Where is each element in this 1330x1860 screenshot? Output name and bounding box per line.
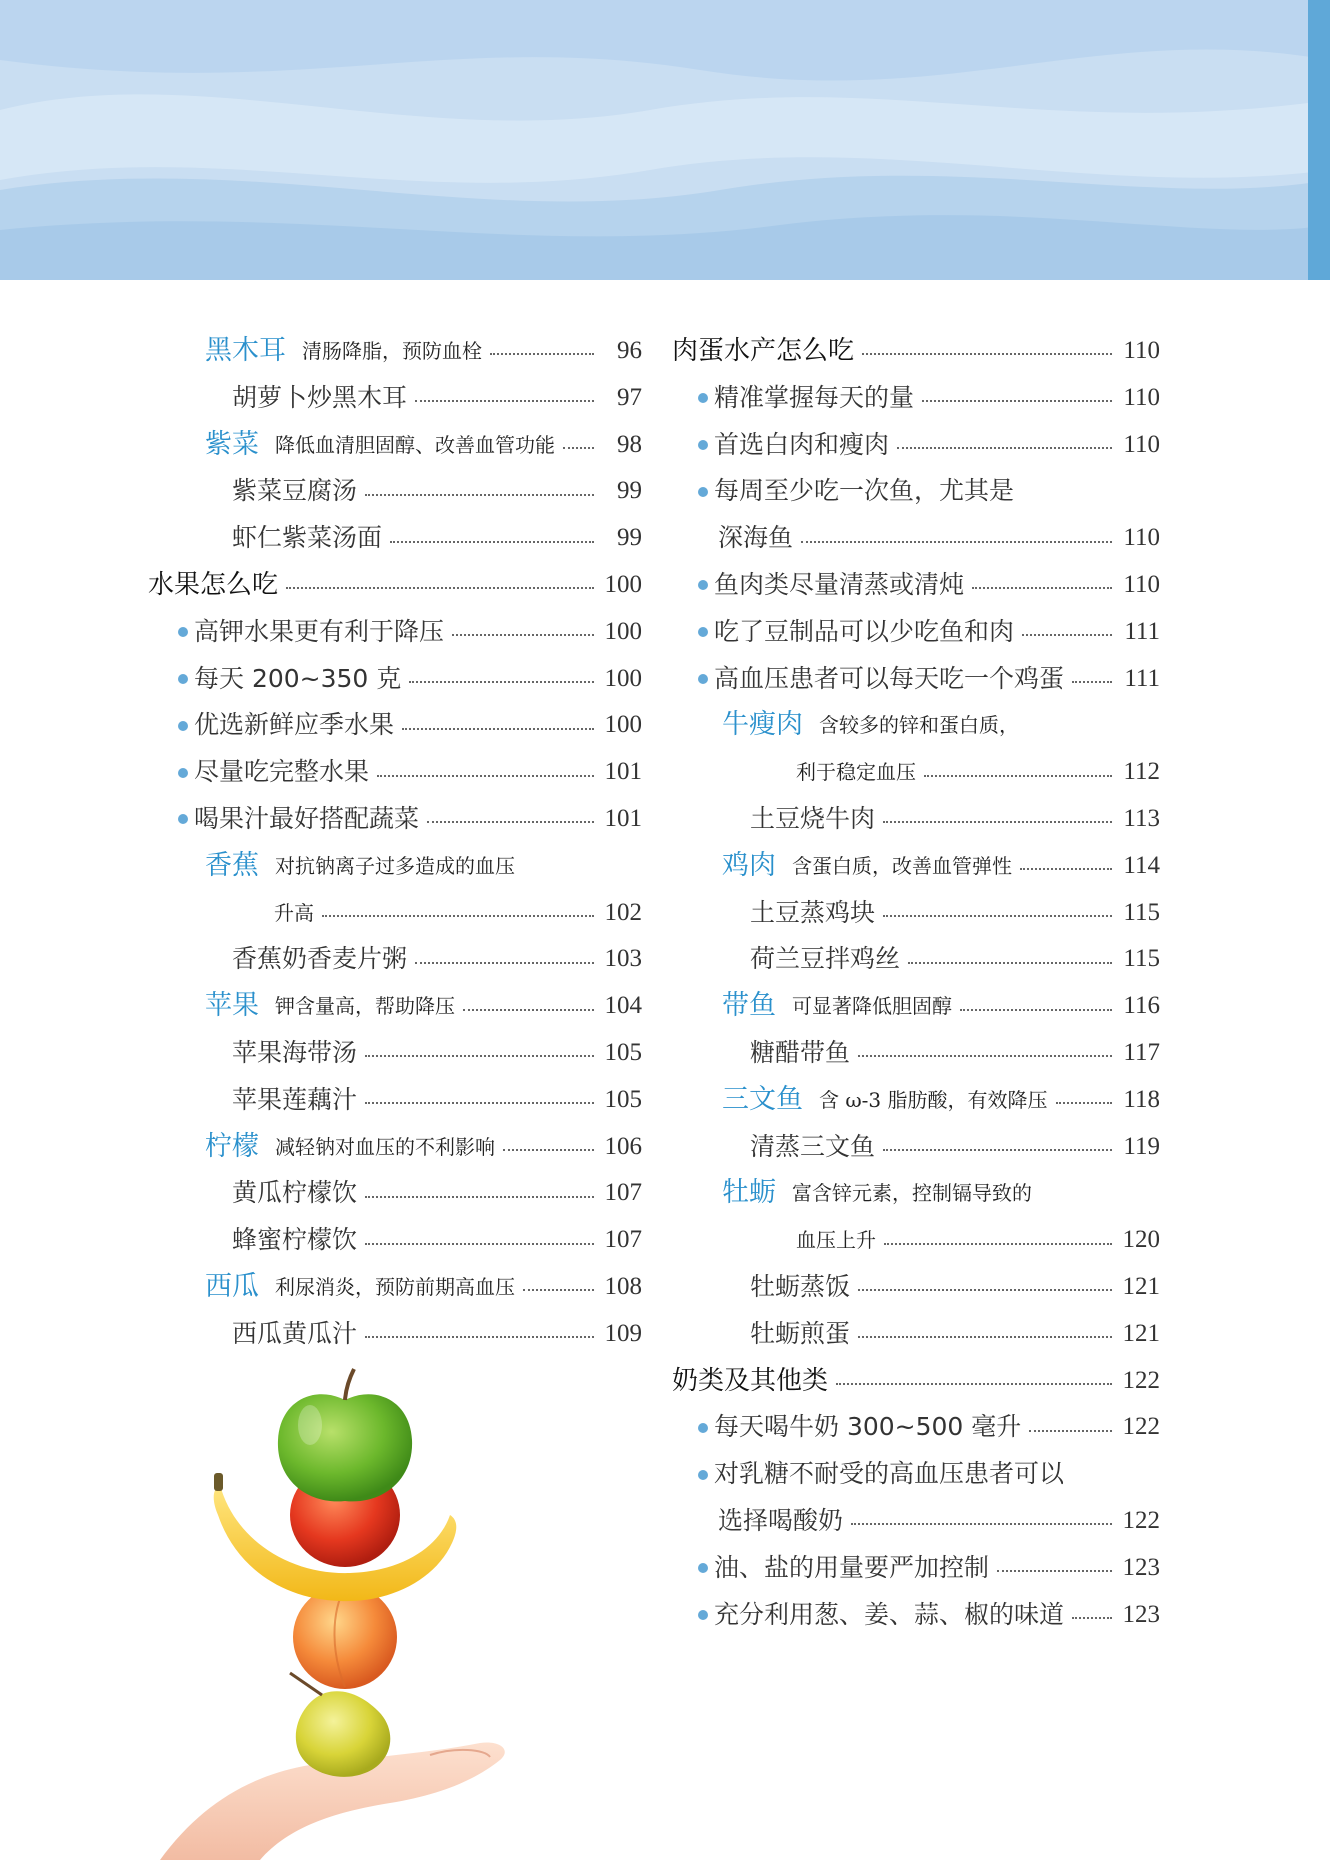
dot-leader: [851, 1523, 1112, 1525]
page-number: 99: [617, 524, 642, 552]
toc-entry[interactable]: [148, 936, 642, 983]
toc-entry[interactable]: [672, 1592, 1160, 1639]
bullet-dot-icon: [698, 627, 708, 637]
dot-leader: [858, 1289, 1112, 1291]
dot-leader: [924, 775, 1112, 777]
toc-entry[interactable]: [148, 562, 642, 609]
toc-entry[interactable]: [672, 375, 1160, 422]
bullet-dot-icon: [698, 1563, 708, 1573]
toc-entry[interactable]: [672, 983, 1160, 1030]
page-number: 111: [1124, 617, 1160, 645]
toc-entry[interactable]: [148, 609, 642, 656]
toc-entry[interactable]: [148, 422, 642, 469]
toc-right-column: [672, 328, 1160, 1638]
toc-entry[interactable]: [148, 1217, 642, 1264]
recipe-title: 紫菜豆腐汤: [232, 476, 358, 506]
toc-entry[interactable]: [672, 749, 1160, 796]
food-name: 柠檬: [205, 1130, 259, 1162]
page-number: 123: [1122, 1553, 1160, 1581]
toc-entry[interactable]: [672, 702, 1160, 749]
tip-text: 对乳糖不耐受的高血压患者可以: [714, 1459, 1065, 1489]
tip-text: 尽量吃完整水果: [194, 757, 370, 787]
toc-entry[interactable]: [672, 1124, 1160, 1171]
recipe-title: 土豆蒸鸡块: [750, 897, 876, 927]
page-number: 108: [604, 1272, 642, 1300]
page-number: 110: [1123, 383, 1160, 411]
page-number: 96: [617, 337, 642, 364]
recipe-title: 黄瓜柠檬饮: [232, 1178, 358, 1208]
recipe-title: 土豆烧牛肉: [750, 803, 876, 833]
page-number: 107: [604, 1179, 642, 1207]
toc-entry[interactable]: [148, 656, 642, 703]
page-number: 121: [1122, 1319, 1160, 1347]
food-name: 西瓜: [205, 1270, 259, 1302]
edge-strip: [1308, 0, 1330, 280]
recipe-title: 西瓜黄瓜汁: [232, 1318, 358, 1348]
food-benefit: 血压上升: [796, 1228, 876, 1253]
section-title: 奶类及其他类: [672, 1365, 829, 1396]
dot-leader: [563, 447, 594, 449]
toc-entry[interactable]: [672, 515, 1160, 562]
dot-leader: [415, 400, 594, 402]
food-benefit: 利于稳定血压: [796, 760, 916, 785]
recipe-title: 胡萝卜炒黑木耳: [232, 382, 408, 412]
tip-text: 油、盐的用量要严加控制: [714, 1552, 990, 1582]
toc-entry[interactable]: [148, 1170, 642, 1217]
page-number: 100: [604, 570, 642, 598]
recipe-title: 虾仁紫菜汤面: [232, 523, 383, 553]
bullet-dot-icon: [698, 393, 708, 403]
page-number: 114: [1123, 851, 1160, 879]
tip-text: 高血压患者可以每天吃一个鸡蛋: [714, 663, 1065, 693]
food-name: 紫菜: [205, 428, 259, 460]
page-number: 100: [604, 711, 642, 739]
food-name: 带鱼: [722, 990, 776, 1022]
dot-leader: [862, 353, 1112, 355]
dot-leader: [883, 915, 1112, 917]
toc-entry[interactable]: [672, 562, 1160, 609]
bullet-dot-icon: [178, 814, 188, 824]
food-benefit: 减轻钠对血压的不利影响: [275, 1134, 495, 1159]
toc-entry[interactable]: [672, 1358, 1160, 1405]
food-name: 香蕉: [205, 849, 259, 881]
toc-entry[interactable]: [672, 656, 1160, 703]
toc-entry[interactable]: [148, 796, 642, 843]
toc-entry[interactable]: [672, 1451, 1160, 1498]
dot-leader: [883, 821, 1112, 823]
toc-entry[interactable]: [148, 328, 642, 375]
page-number: 99: [617, 477, 642, 505]
dot-leader: [1029, 1430, 1112, 1432]
food-benefit: 含 ω-3 脂肪酸，有效降压: [819, 1087, 1048, 1112]
toc-entry[interactable]: [672, 1030, 1160, 1077]
dot-leader: [365, 494, 594, 496]
page-number: 122: [1122, 1366, 1160, 1394]
dot-leader: [972, 587, 1112, 589]
bullet-dot-icon: [698, 1610, 708, 1620]
tip-text: 喝果汁最好搭配蔬菜: [194, 803, 420, 833]
toc-left-column: [148, 328, 642, 1358]
food-name: 牛瘦肉: [722, 709, 803, 741]
dot-leader: [377, 775, 594, 777]
recipe-title: 牡蛎蒸饭: [750, 1271, 851, 1301]
toc-entry[interactable]: [148, 468, 642, 515]
toc-entry[interactable]: [672, 1311, 1160, 1358]
tip-text: 每天喝牛奶 300~500 毫升: [714, 1412, 1022, 1442]
bullet-dot-icon: [698, 487, 708, 497]
toc-entry[interactable]: [672, 936, 1160, 983]
toc-entry[interactable]: [672, 843, 1160, 890]
tip-text: 优选新鲜应季水果: [194, 710, 395, 740]
dot-leader: [390, 541, 594, 543]
dot-leader: [365, 1196, 594, 1198]
page-number: 101: [604, 758, 642, 786]
dot-leader: [801, 541, 1112, 543]
bullet-dot-icon: [178, 627, 188, 637]
toc-entry[interactable]: [148, 1124, 642, 1171]
dot-leader: [858, 1055, 1112, 1057]
page-number: 97: [617, 383, 642, 411]
dot-leader: [1056, 1102, 1112, 1104]
tip-text: 吃了豆制品可以少吃鱼和肉: [714, 616, 1015, 646]
food-benefit: 可显著降低胆固醇: [792, 994, 952, 1019]
page-number: 103: [604, 945, 642, 973]
dot-leader: [908, 962, 1112, 964]
section-title: 水果怎么吃: [148, 569, 279, 600]
toc-entry[interactable]: [672, 1077, 1160, 1124]
dot-leader: [365, 1055, 594, 1057]
food-benefit: 对抗钠离子过多造成的血压: [275, 853, 515, 878]
page-number: 113: [1123, 804, 1160, 832]
toc-entry[interactable]: [672, 422, 1160, 469]
toc-entry[interactable]: [672, 890, 1160, 937]
dot-leader: [884, 1243, 1112, 1245]
toc-entry[interactable]: [672, 1264, 1160, 1311]
bullet-dot-icon: [698, 580, 708, 590]
toc-entry[interactable]: [672, 328, 1160, 375]
food-name: 黑木耳: [205, 335, 286, 366]
food-name: 苹果: [205, 990, 259, 1022]
toc-entry[interactable]: [148, 890, 642, 937]
page-number: 115: [1123, 945, 1160, 973]
bullet-dot-icon: [178, 768, 188, 778]
page-number: 110: [1123, 430, 1160, 458]
bullet-dot-icon: [178, 674, 188, 684]
food-name: 鸡肉: [722, 849, 776, 881]
toc-entry[interactable]: [148, 1077, 642, 1124]
dot-leader: [463, 1009, 594, 1011]
food-benefit: 钾含量高，帮助降压: [275, 994, 455, 1019]
food-benefit: 升高: [274, 900, 314, 925]
dot-leader: [286, 587, 594, 589]
dot-leader: [503, 1149, 594, 1151]
page-number: 122: [1122, 1413, 1160, 1441]
dot-leader: [490, 353, 594, 355]
page-number: 122: [1122, 1506, 1160, 1534]
recipe-title: 糖醋带鱼: [750, 1037, 851, 1067]
food-benefit: 富含锌元素，控制镉导致的: [792, 1181, 1032, 1206]
dot-leader: [452, 634, 594, 636]
food-benefit: 含较多的锌和蛋白质，: [819, 713, 1019, 738]
toc-entry[interactable]: [672, 1498, 1160, 1545]
dot-leader: [897, 447, 1112, 449]
dot-leader: [402, 728, 594, 730]
bullet-dot-icon: [698, 1423, 708, 1433]
recipe-title: 苹果海带汤: [232, 1037, 358, 1067]
page-number: 110: [1123, 570, 1160, 598]
page-number: 109: [604, 1319, 642, 1347]
dot-leader: [922, 400, 1112, 402]
food-benefit: 利尿消炎，预防前期高血压: [275, 1274, 515, 1299]
page-number: 112: [1123, 758, 1160, 786]
recipe-title: 香蕉奶香麦片粥: [232, 944, 408, 974]
toc-entry[interactable]: [148, 1030, 642, 1077]
toc-entry[interactable]: [672, 1404, 1160, 1451]
page-number: 102: [604, 898, 642, 926]
toc-entry[interactable]: [672, 609, 1160, 656]
toc-entry[interactable]: [148, 983, 642, 1030]
page-number: 101: [604, 804, 642, 832]
page-number: 107: [604, 1226, 642, 1254]
toc-entry[interactable]: [148, 1264, 642, 1311]
recipe-title: 牡蛎煎蛋: [750, 1318, 851, 1348]
dot-leader: [365, 1243, 594, 1245]
dot-leader: [365, 1102, 594, 1104]
dot-leader: [365, 1336, 594, 1338]
dot-leader: [1020, 868, 1112, 870]
recipe-title: 荷兰豆拌鸡丝: [750, 944, 901, 974]
bullet-dot-icon: [698, 440, 708, 450]
toc-entry[interactable]: [148, 375, 642, 422]
bullet-dot-icon: [698, 1470, 708, 1480]
tip-text: 高钾水果更有利于降压: [194, 616, 445, 646]
page-number: 116: [1123, 992, 1160, 1020]
toc-entry[interactable]: [672, 1545, 1160, 1592]
dot-leader: [960, 1009, 1112, 1011]
food-name: 牡蛎: [722, 1177, 776, 1209]
page-number: 105: [604, 1085, 642, 1113]
bullet-dot-icon: [178, 721, 188, 731]
tip-text: 充分利用葱、姜、蒜、椒的味道: [714, 1599, 1065, 1629]
tip-text: 每天 200~350 克: [194, 663, 402, 693]
page-number: 105: [604, 1038, 642, 1066]
wave-banner: [0, 0, 1330, 280]
tip-text: 首选白肉和瘦肉: [714, 429, 890, 459]
dot-leader: [409, 681, 594, 683]
page-number: 117: [1123, 1038, 1160, 1066]
page-number: 115: [1123, 898, 1160, 926]
toc-entry[interactable]: [672, 1170, 1160, 1217]
toc-entry[interactable]: [148, 843, 642, 890]
page-number: 106: [604, 1132, 642, 1160]
tip-text: 鱼肉类尽量清蒸或清炖: [714, 569, 965, 599]
toc-entry[interactable]: [148, 1311, 642, 1358]
tip-text: 深海鱼: [718, 523, 794, 553]
bullet-dot-icon: [698, 674, 708, 684]
tip-text: 精准掌握每天的量: [714, 382, 915, 412]
dot-leader: [883, 1149, 1112, 1151]
page-number: 118: [1123, 1085, 1160, 1113]
food-benefit: 含蛋白质，改善血管弹性: [792, 853, 1012, 878]
dot-leader: [523, 1289, 594, 1291]
toc-entry[interactable]: [148, 702, 642, 749]
recipe-title: 清蒸三文鱼: [750, 1131, 876, 1161]
dot-leader: [858, 1336, 1112, 1338]
dot-leader: [1022, 634, 1112, 636]
page-number: 110: [1123, 524, 1160, 552]
dot-leader: [836, 1383, 1112, 1385]
dot-leader: [415, 962, 594, 964]
toc-entry[interactable]: [672, 796, 1160, 843]
dot-leader: [427, 821, 594, 823]
toc-entry[interactable]: [148, 515, 642, 562]
recipe-title: 苹果莲藕汁: [232, 1084, 358, 1114]
dot-leader: [1072, 681, 1112, 683]
section-title: 肉蛋水产怎么吃: [672, 336, 855, 366]
page-number: 100: [604, 664, 642, 692]
page-number: 119: [1123, 1132, 1160, 1160]
tip-text: 选择喝酸奶: [718, 1505, 844, 1535]
toc-entry[interactable]: [148, 749, 642, 796]
page-number: 98: [617, 430, 642, 458]
food-benefit: 降低血清胆固醇、改善血管功能: [275, 432, 555, 457]
page-number: 100: [604, 617, 642, 645]
page-number: 111: [1124, 664, 1160, 692]
page-number: 110: [1123, 337, 1160, 364]
toc-entry[interactable]: [672, 1217, 1160, 1264]
page-number: 123: [1122, 1600, 1160, 1628]
food-name: 三文鱼: [722, 1083, 803, 1115]
page-number: 121: [1122, 1272, 1160, 1300]
toc-entry[interactable]: [672, 468, 1160, 515]
dot-leader: [1072, 1617, 1112, 1619]
dot-leader: [322, 915, 594, 917]
recipe-title: 蜂蜜柠檬饮: [232, 1225, 358, 1255]
page-number: 104: [604, 992, 642, 1020]
dot-leader: [997, 1570, 1112, 1572]
food-benefit: 清肠降脂，预防血栓: [302, 339, 482, 363]
page-number: 120: [1122, 1226, 1160, 1254]
tip-text: 每周至少吃一次鱼，尤其是: [714, 476, 1015, 506]
fruit-stack-on-hand-illustration: [140, 1355, 510, 1860]
